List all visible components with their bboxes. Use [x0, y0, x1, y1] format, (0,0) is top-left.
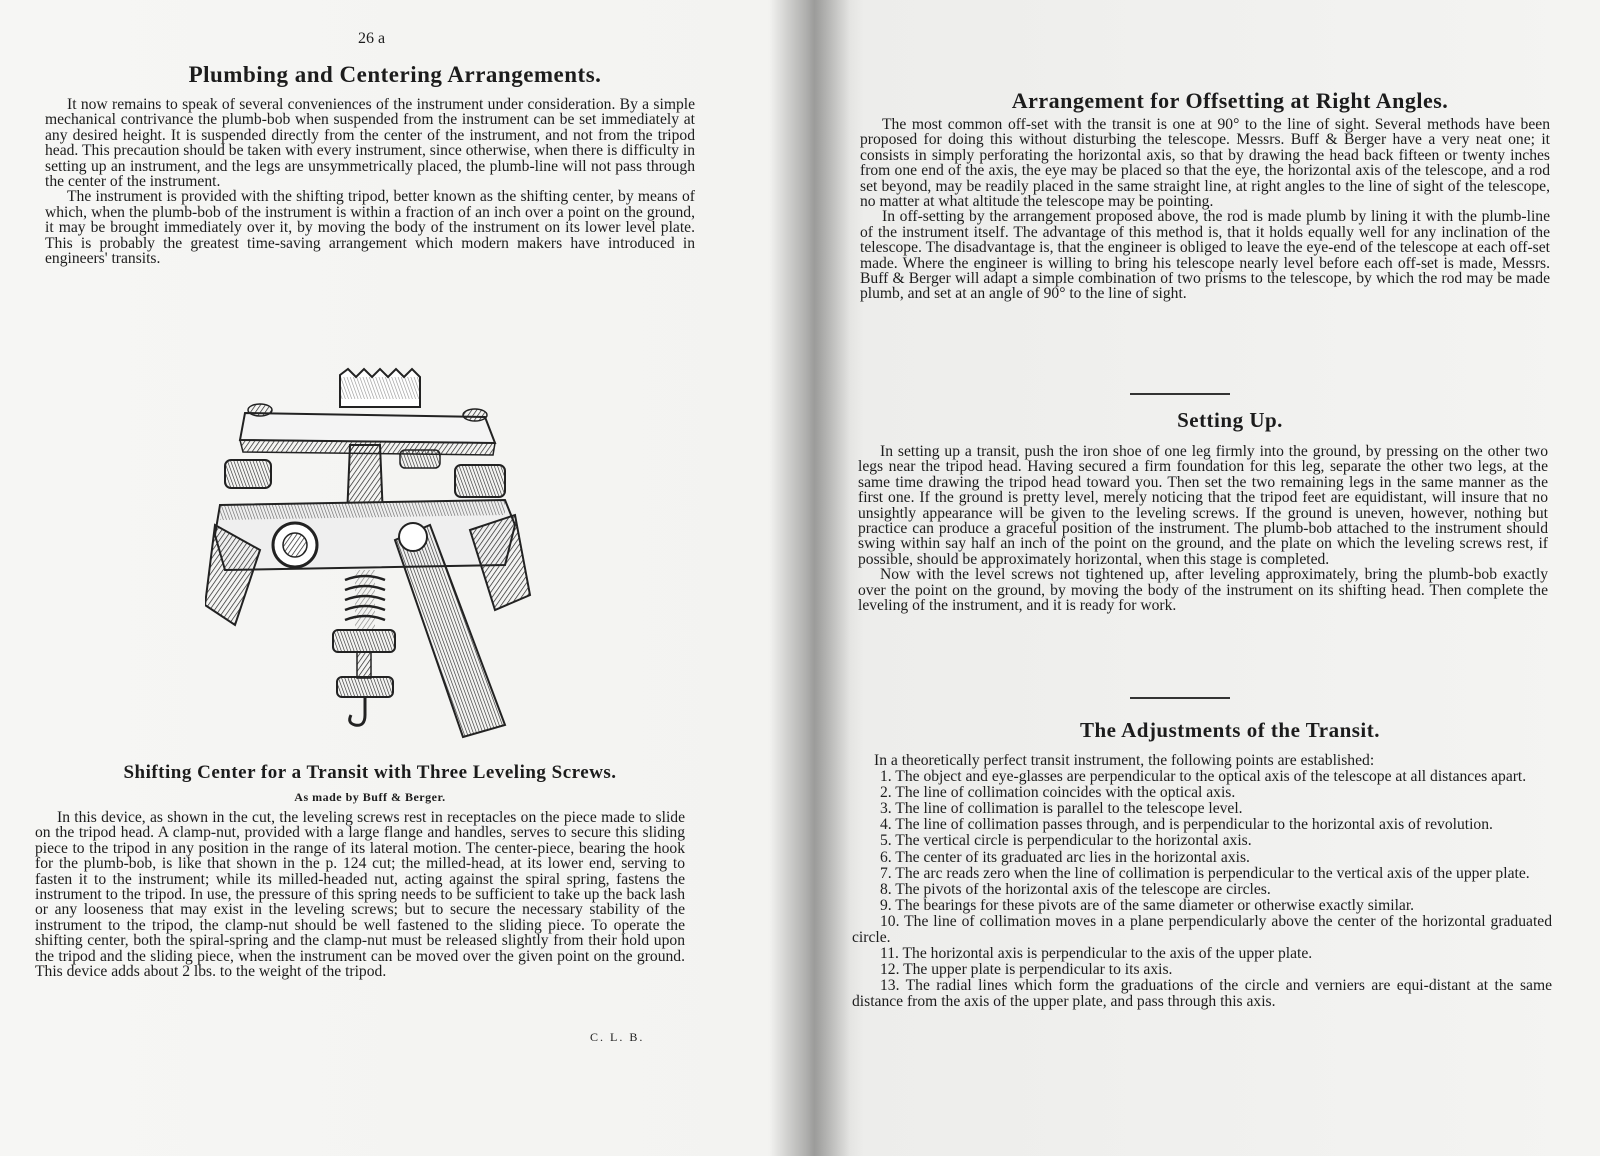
signature: C. L. B.: [590, 1030, 645, 1044]
shifting-center-text: [35, 810, 685, 979]
list-item: 5. The vertical circle is perpendicular to the horizontal axis.: [880, 832, 1252, 850]
shifting-center-illustration: [205, 365, 545, 780]
paragraph: In this device, as shown in the cut, the leveling screws rest in receptacles on the piece made to slide on the tripod head. A clamp-nut, provided with a large flange and handles, serves to secure this sliding piece to the tripod in any position in the range of its lateral motion. The center-piece, bearing the hook for the plumb-bob, is like that shown in the p. 124 cut; the milled-head, at its lower end, serving to fasten it to the instrument; while its milled-headed nut, acting against the spiral spring, fastens the instrument to the tripod. In use, the pressure of this spring needs to be sufficient to take up the back lash or any looseness that may exist in the leveling screws; but to secure the necessary stability of the instrument to the tripod, the clamp-nut should be well fastened to the sliding piece. To operate the shifting center, both the spiral-spring and the clamp-nut must be released slightly from their hold upon the tripod and the sliding piece, when the instrument can be moved over the given point on the ground. This device adds about 2 lbs. to the weight of the tripod.: [35, 809, 685, 981]
paragraph: The instrument is provided with the shifting tripod, better known as the shifting center, by means of which, when the plumb-bob of the instrument is within a fraction of an inch over a point on the ground, it may be brought immediately over it, by moving the body of the instrument on its lower level plate. This is probably the greatest time-saving arrangement which modern makers have introduced in engineers' transits.: [45, 188, 695, 268]
list-item: 11. The horizontal axis is perpendicular to the axis of the upper plate.: [880, 945, 1313, 963]
section-title-offsetting: Arrangement for Offsetting at Right Angles.: [1011, 88, 1449, 113]
paragraph: It now remains to speak of several conveniences of the instrument under consideration. By a simple mechanical contrivance the plumb-bob when suspended from the instrument can be set immediately at any desired height. It is suspended directly from the center of the instrument, and not from the tripod head. This precaution should be taken with every instrument, since otherwise, when there is difficulty in setting up an instrument, and the legs are unsymmetrically placed, the plumb-line will not pass through the center of the instrument.: [45, 96, 695, 191]
list-intro: In a theoretically perfect transit instrument, the following points are established:: [874, 752, 1375, 769]
paragraph: In off-setting by the arrangement proposed above, the rod is made plumb by lining it with the plumb-line of the instrument itself. The advantage of this method is, that it holds equally well for any inclination of the telescope. The disadvantage is, that the engineer is obliged to leave the eye-end of the telescope at each off-set made. Where the engineer is willing to bring his telescope nearly level before each off-set is made, Messrs. Buff & Berger will adapt a simple combination of two prisms to the telescope, by which the rod may be made plumb, and set at an angle of 90° to the line of sight.: [860, 208, 1550, 303]
list-item: 1. The object and eye-glasses are perpendicular to the optical axis of the telescope at all distances apart.: [880, 768, 1527, 786]
list-item: 9. The bearings for these pivots are of the same diameter or otherwise exactly similar.: [880, 896, 1415, 914]
list-item: 6. The center of its graduated arc lies in the horizontal axis.: [880, 848, 1250, 866]
right-page: [820, 0, 1600, 1156]
offsetting-text: [860, 117, 1550, 302]
plumbing-text: [45, 97, 695, 266]
list-item: 8. The pivots of the horizontal axis of the telescope are circles.: [880, 880, 1271, 898]
section-title-adjustments: The Adjustments of the Transit.: [1080, 718, 1380, 742]
list-item: 12. The upper plate is perpendicular to its axis.: [880, 961, 1173, 979]
list-item: 10. The line of collimation moves in a plane perpendicularly above the center of the horizontal graduated circle.: [852, 912, 1552, 947]
paragraph: The most common off-set with the transit is one at 90° to the line of sight. Several methods have been proposed for doing this without disturbing the telescope. Messrs. Buff & Berger have a very neat one; it consists in simply perforating the horizontal axis, so that by drawing the head back fifteen or twenty inches from one end of the axis, the eye may be placed so that the eye, the horizontal axis of the telescope, and a rod set beyond, may be readily placed in the same straight line, at right angles to the line of sight of the telescope, no matter at what altitude the telescope may be pointing.: [860, 116, 1550, 211]
left-page: [0, 0, 790, 1156]
page-number: 26 a: [358, 30, 386, 47]
adjustments-list: [852, 753, 1552, 1011]
paragraph: Now with the level screws not tightened up, after leveling approximately, bring the plumb-bob exactly over the point on the ground, by moving the body of the instrument on its shifting head. Then complete the leveling of the instrument, and it is ready for work.: [858, 566, 1548, 615]
figure-byline: As made by Buff & Berger.: [294, 790, 446, 804]
figure-caption: Shifting Center for a Transit with Three Leveling Screws.: [123, 762, 617, 783]
section-divider: [1130, 393, 1230, 395]
section-divider: [1130, 697, 1230, 699]
list-item: 13. The radial lines which form the graduations of the circle and verniers are equi-distant at the same distance from the axis of the upper plate, and pass through this axis.: [852, 977, 1552, 1011]
section-title-plumbing: Plumbing and Centering Arrangements.: [188, 62, 602, 87]
list-item: 3. The line of collimation is parallel to the telescope level.: [880, 800, 1243, 818]
section-title-setting-up: Setting Up.: [1177, 408, 1283, 432]
paragraph: In setting up a transit, push the iron shoe of one leg firmly into the ground, by pressing on the other two legs near the tripod head. Having secured a firm foundation for this leg, separate the other two legs, at the same time drawing the tripod head toward you. Then set the two remaining legs in the same manner as the first one. If the ground is pretty level, merely noticing that the tripod feet are equidistant, will insure that no unsightly appearance will be given to the leveling screws. If the ground is uneven, however, nothing but practice can produce a graceful position of the instrument. The plumb-bob attached to the instrument should swing within say half an inch of the point on the ground, and the plate on which the leveling screws rest, if possible, should be approximately horizontal, when this stage is completed.: [858, 443, 1548, 568]
list-item: 2. The line of collimation coincides with the optical axis.: [880, 784, 1236, 802]
list-item: 7. The arc reads zero when the line of collimation is perpendicular to the vertical axis of the upper plate.: [880, 864, 1530, 882]
list-item: 4. The line of collimation passes through, and is perpendicular to the horizontal axis of revolution.: [880, 816, 1493, 834]
setting-up-text: [858, 444, 1548, 613]
